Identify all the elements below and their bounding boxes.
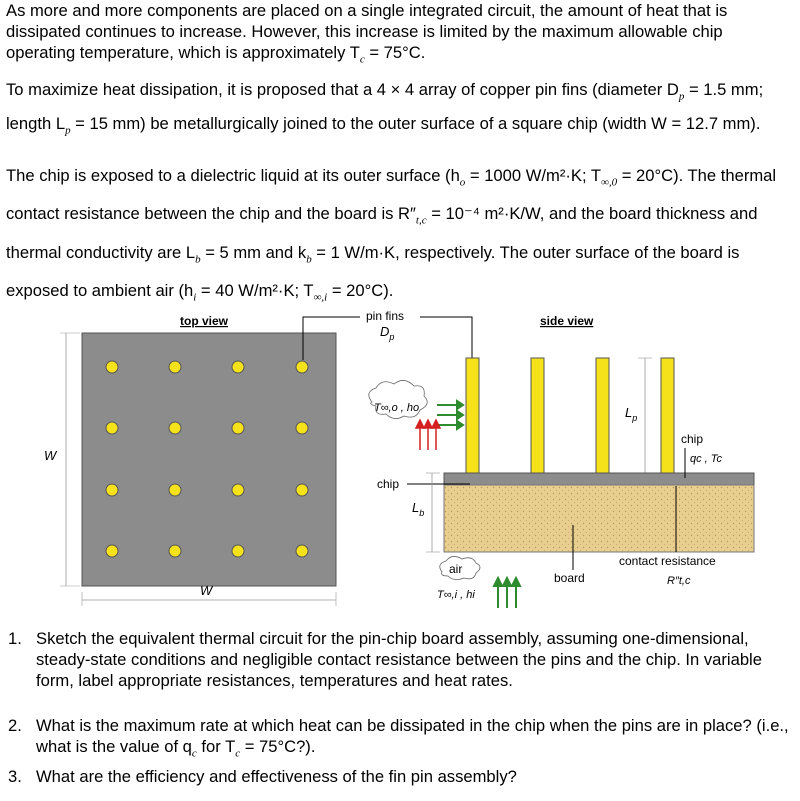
p3b: = 1000 W/m²·K; T bbox=[465, 166, 602, 185]
p3h: = 20°C). bbox=[327, 280, 394, 300]
pin-top bbox=[169, 422, 181, 434]
question-text: Sketch the equivalent thermal circuit for the pin-chip board assembly, assuming one-dimensional, steady-state conditions and negligible contact resistance between the pins and the chip. In variable form, label appropriate resistances, temperatures and heat rates. bbox=[36, 629, 762, 690]
lp-main: L bbox=[625, 405, 633, 420]
chip-side-view bbox=[444, 473, 754, 485]
fluid-up-arrows bbox=[416, 420, 440, 450]
pin-top bbox=[232, 545, 244, 557]
pin-side bbox=[661, 358, 674, 473]
p2-sub2: p bbox=[65, 124, 71, 137]
p2a: To maximize heat dissipation, it is proposed that a 4 × 4 array of copper pin fins (diameter D bbox=[6, 80, 679, 99]
pin-top bbox=[296, 361, 308, 373]
p2c: = 15 mm) be metallurgically joined to the outer surface of a square chip (width W = 12.7 mm). bbox=[70, 114, 761, 134]
fluid-arrows bbox=[437, 401, 463, 429]
w-left-label: W bbox=[44, 448, 57, 463]
chip-q-label: qc , Tc bbox=[690, 453, 722, 465]
lb-main: L bbox=[412, 500, 420, 515]
p3-sub5: b bbox=[306, 252, 312, 265]
q2-sub-a: c bbox=[191, 747, 197, 760]
q2-text-a: What is the maximum rate at which heat can be dissipated in the chip when the pins are in place? (i.e., what is the value of q bbox=[36, 716, 789, 756]
question-number: 1. bbox=[8, 629, 22, 648]
question-text: What are the efficiency and effectiveness of the fin pin assembly? bbox=[36, 767, 517, 786]
top-view-label: top view bbox=[180, 314, 229, 328]
pin-top bbox=[169, 484, 181, 496]
pin-top bbox=[232, 484, 244, 496]
p3-sub6: i bbox=[193, 291, 197, 304]
p3c: = 20°C). The thermal contact resistance between the chip and the board is R″ bbox=[6, 166, 777, 224]
q2-text-b: for T bbox=[196, 737, 236, 756]
question-1 bbox=[8, 628, 792, 691]
pin-top bbox=[169, 545, 181, 557]
p1-sub: c bbox=[359, 53, 365, 66]
p3g: = 40 W/m²·K; T bbox=[196, 280, 314, 300]
question-number: 2. bbox=[8, 716, 22, 735]
q2-text-c: = 75°C?). bbox=[240, 737, 316, 756]
p2b: = 1.5 mm; length L bbox=[6, 80, 764, 134]
p3a: The chip is exposed to a dielectric liquid at its outer surface (h bbox=[6, 166, 460, 185]
pin-top bbox=[106, 545, 118, 557]
pin-top bbox=[296, 484, 308, 496]
pin-fins-leader-right bbox=[420, 317, 472, 372]
lb-label bbox=[412, 500, 424, 518]
intro-paragraph-1 bbox=[6, 0, 794, 70]
pin-top bbox=[232, 422, 244, 434]
pin-side bbox=[531, 358, 544, 473]
pin-fin-figure bbox=[0, 300, 800, 610]
question-2 bbox=[8, 715, 792, 764]
lb-sub: b bbox=[419, 508, 425, 518]
question-3 bbox=[8, 766, 792, 787]
p1-end: = 75°C. bbox=[364, 43, 426, 62]
pin-top bbox=[296, 422, 308, 434]
side-view-label: side view bbox=[540, 314, 594, 328]
pin-top bbox=[106, 361, 118, 373]
chip-label-left: chip bbox=[377, 477, 400, 491]
air-condition-label: T∞,i , hi bbox=[437, 589, 475, 601]
p3-sub3: t,c bbox=[415, 214, 427, 227]
intro-paragraph-2 bbox=[6, 76, 794, 145]
pin-side bbox=[466, 358, 479, 473]
pin-top bbox=[232, 361, 244, 373]
intro-paragraph-3 bbox=[6, 160, 794, 313]
dp-sub: p bbox=[389, 332, 395, 342]
contact-label: contact resistance bbox=[619, 554, 716, 568]
w-bottom-label: W bbox=[200, 583, 213, 598]
board-label: board bbox=[554, 571, 585, 585]
p3-sub7: ∞,i bbox=[313, 291, 328, 304]
chip-label-right: chip bbox=[681, 432, 704, 446]
dp-main: D bbox=[380, 324, 390, 339]
pins-side-view bbox=[466, 358, 674, 473]
p3-sub1: o bbox=[459, 176, 466, 189]
p3e: = 5 mm and k bbox=[200, 242, 307, 262]
p3d: = 10⁻⁴ m²·K/W, and the board thickness and thermal conductivity are L bbox=[6, 204, 758, 262]
contact-symbol: R″t,c bbox=[667, 575, 691, 587]
pin-top bbox=[169, 361, 181, 373]
pin-fins-label: pin fins bbox=[366, 309, 405, 323]
pin-side bbox=[596, 358, 609, 473]
lp-sub: p bbox=[632, 413, 638, 423]
fluid-label: T∞,o , ho bbox=[374, 402, 420, 414]
p3-sub4: b bbox=[195, 252, 201, 265]
q2-sub-b: c bbox=[235, 747, 241, 760]
pin-top bbox=[296, 545, 308, 557]
p3-sub2: ∞,0 bbox=[601, 176, 618, 189]
p2-sub1: p bbox=[678, 90, 685, 103]
pin-top bbox=[106, 484, 118, 496]
air-label: air bbox=[449, 562, 463, 576]
p3f: = 1 W/m·K, respectively. The outer surface of the board is exposed to ambient air (h bbox=[6, 242, 740, 300]
pin-top bbox=[106, 422, 118, 434]
lp-label bbox=[625, 405, 637, 423]
p1-text: As more and more components are placed on a single integrated circuit, the amount of heat that is dissipated continues to increase. However, this increase is limited by the maximum allowable chip operating temperature, which is approximately T bbox=[6, 1, 728, 62]
question-number: 3. bbox=[8, 767, 22, 786]
board-side-view bbox=[444, 485, 754, 552]
dp-label bbox=[380, 324, 394, 342]
air-arrows bbox=[494, 578, 520, 608]
